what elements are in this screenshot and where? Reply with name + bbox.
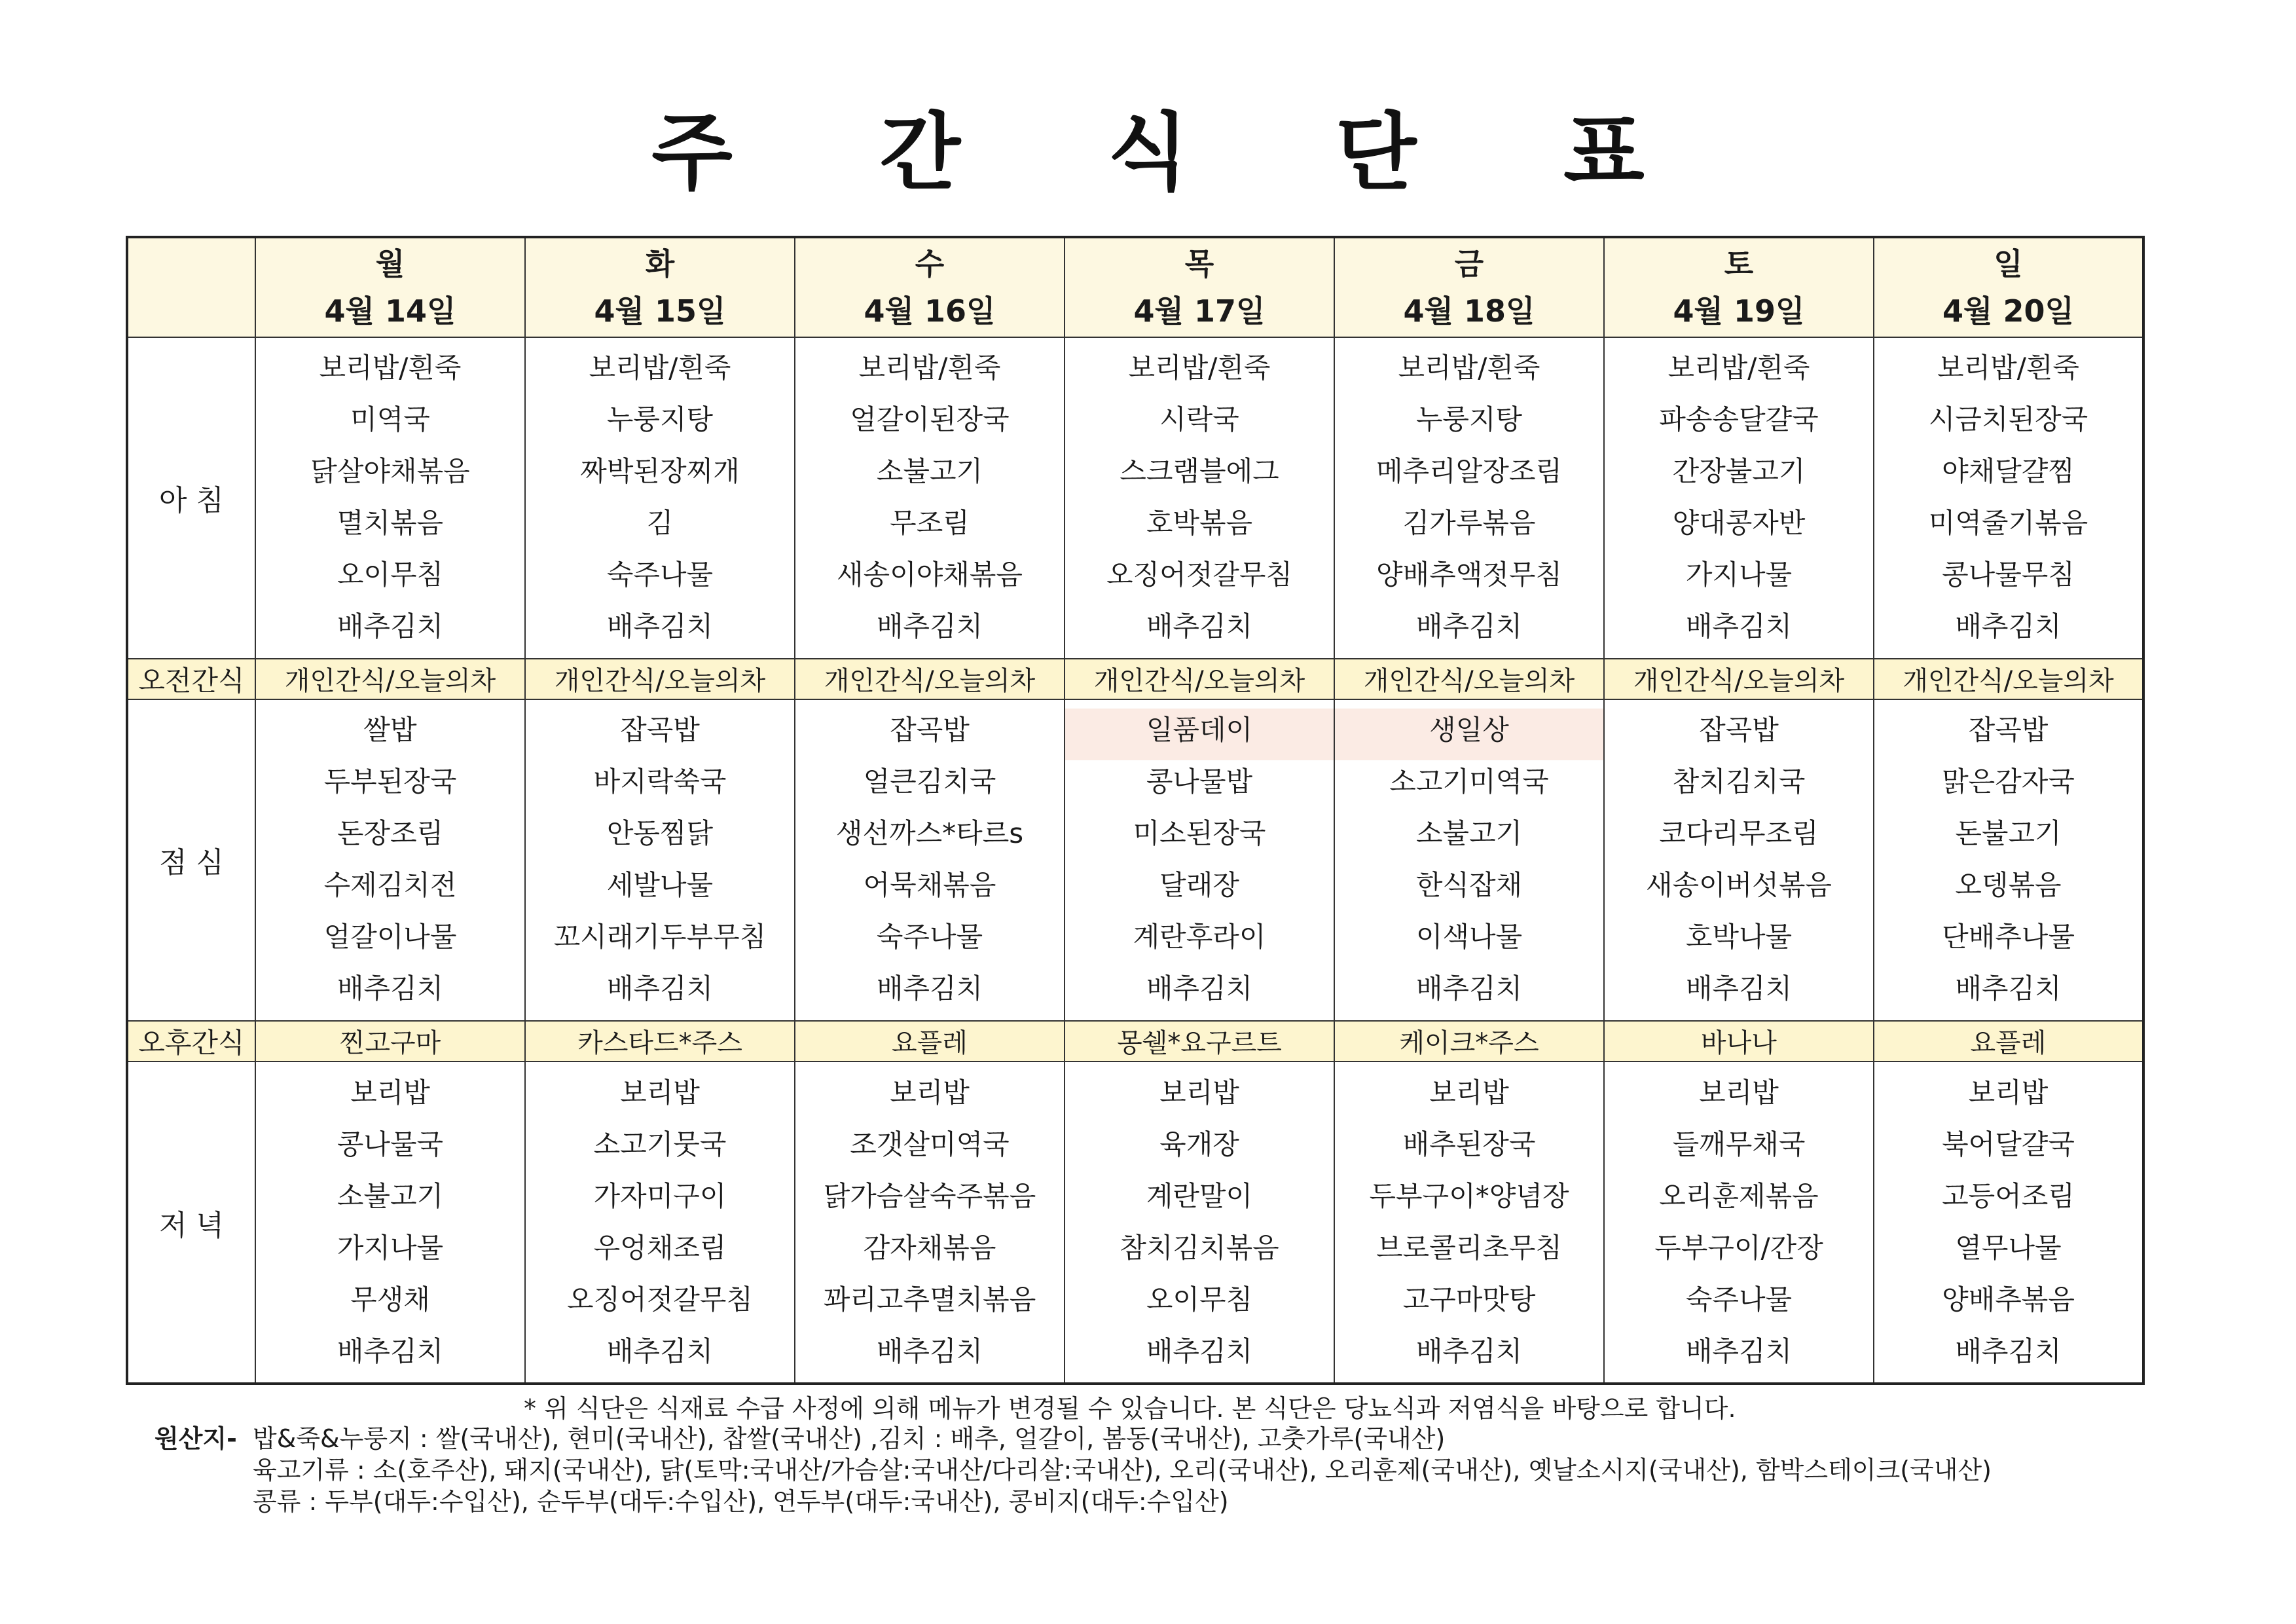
menu-item: 들깨무채국 (1672, 1128, 1806, 1160)
weekday: 화 (645, 246, 675, 282)
menu-item: 배추김치 (606, 1335, 714, 1367)
lunch-cell-6 (1874, 699, 2143, 1021)
menu-item: 얼큰김치국 (863, 766, 996, 798)
menu-item: 누룽지탕 (1415, 403, 1523, 436)
weekday: 토 (1724, 246, 1754, 282)
afternoon_snack-cell-5: 바나나 (1604, 1021, 1874, 1061)
weekday: 목 (1184, 246, 1214, 282)
menu-item: 숙주나물 (876, 921, 983, 953)
breakfast-cell-1 (525, 337, 795, 659)
menu-item: 꼬시래기두부무침 (553, 921, 767, 953)
menu-item: 달래장 (1159, 869, 1239, 902)
lunch-cell-4 (1334, 699, 1604, 1021)
menu-item: 배추김치 (1685, 610, 1793, 643)
menu-item: 보리밥/흰죽 (319, 352, 462, 384)
menu-item: 열무나물 (1955, 1231, 2062, 1264)
menu-item: 보리밥 (350, 1076, 430, 1109)
menu-item: 시락국 (1159, 403, 1239, 436)
menu-item: 잡곡밥 (1968, 714, 2049, 747)
morning-snack-row (127, 659, 2143, 699)
menu-item: 생일상 (1335, 709, 1603, 760)
breakfast-cell-6 (1874, 337, 2143, 659)
menu-item: 보리밥 (620, 1076, 700, 1109)
menu-item: 쌀밥 (363, 714, 417, 747)
dinner-cell-4 (1334, 1061, 1604, 1384)
menu-item: 잡곡밥 (890, 714, 970, 747)
menu-item: 새송이야채볶음 (836, 559, 1023, 591)
page-title: 주 간 식 단 표 (651, 104, 1704, 202)
menu-item: 배추김치 (1415, 610, 1523, 643)
menu-item: 배추김치 (1146, 972, 1253, 1005)
menu-item: 두부구이*양념장 (1369, 1179, 1569, 1212)
menu-item: 새송이버섯볶음 (1645, 869, 1832, 902)
menu-item: 한식잡채 (1415, 869, 1523, 902)
menu-item: 오이무침 (1146, 1283, 1253, 1316)
date: 4월 17일 (1133, 293, 1266, 329)
menu-item: 보리밥/흰죽 (1398, 352, 1540, 384)
menu-item: 우엉채조림 (593, 1231, 727, 1264)
menu-item: 배추김치 (1955, 1335, 2062, 1367)
lunch-cell-1 (525, 699, 795, 1021)
menu-item: 보리밥/흰죽 (589, 352, 731, 384)
morning_snack-cell-3: 개인간식/오늘의차 (1065, 659, 1334, 699)
menu-item: 숙주나물 (606, 559, 714, 591)
date: 4월 14일 (324, 293, 456, 329)
menu-item: 꽈리고추멸치볶음 (823, 1283, 1036, 1316)
menu-item: 소불고기 (876, 455, 983, 488)
dinner-cell-2 (795, 1061, 1065, 1384)
lunch-cell-3 (1065, 699, 1334, 1021)
day-header-2 (795, 237, 1065, 337)
afternoon_snack-cell-2: 요플레 (795, 1021, 1065, 1061)
lunch-label: 점 심 (127, 699, 255, 1021)
menu-item: 감자채볶음 (863, 1231, 996, 1264)
menu-item: 배추김치 (337, 972, 444, 1005)
menu-item: 잡곡밥 (620, 714, 700, 747)
afternoon_snack-cell-0: 찐고구마 (255, 1021, 525, 1061)
menu-item: 참치김치국 (1672, 766, 1806, 798)
menu-item: 배추김치 (1146, 610, 1253, 643)
lunch-cell-2 (795, 699, 1065, 1021)
weekly-menu-table (126, 236, 2145, 1385)
menu-item: 오뎅볶음 (1955, 869, 2062, 902)
weekday: 일 (1994, 246, 2023, 282)
origin-line-beans: 콩류 : 두부(대두:수입산), 순두부(대두:수입산), 연두부(대두:국내산), 콩비지(대두:수입산) (253, 1487, 1229, 1516)
morning_snack-cell-2: 개인간식/오늘의차 (795, 659, 1065, 699)
menu-item: 배추김치 (1955, 610, 2062, 643)
menu-item: 보리밥/흰죽 (1937, 352, 2079, 384)
menu-item: 돈불고기 (1955, 817, 2062, 850)
menu-item: 배추김치 (876, 972, 983, 1005)
menu-item: 미역줄기볶음 (1928, 507, 2088, 540)
breakfast-cell-0 (255, 337, 525, 659)
menu-item: 배추김치 (876, 610, 983, 643)
origin-line-meat: 육고기류 : 소(호주산), 돼지(국내산), 닭(토막:국내산/가슴살:국내산/다리살:국내산), 오리(국내산), 오리훈제(국내산), 옛날소시지(국내산), 함박스테이크(국내산) (253, 1456, 1992, 1485)
menu-item: 소고기뭇국 (593, 1128, 727, 1160)
menu-item: 가자미구이 (593, 1179, 727, 1212)
lunch-cell-5 (1604, 699, 1874, 1021)
menu-item: 세발나물 (606, 869, 714, 902)
lunch-cell-0 (255, 699, 525, 1021)
menu-change-note: * 위 식단은 식재료 수급 사정에 의해 메뉴가 변경될 수 있습니다. 본 식단은 당뇨식과 저염식을 바탕으로 합니다. (524, 1394, 1736, 1423)
menu-item: 메추리알장조림 (1376, 455, 1562, 488)
menu-item: 김가루볶음 (1402, 507, 1536, 540)
day-header-5 (1604, 237, 1874, 337)
menu-item: 멸치볶음 (337, 507, 444, 540)
menu-item: 북어달걀국 (1942, 1128, 2075, 1160)
weekday: 수 (915, 246, 945, 282)
menu-item: 고등어조림 (1942, 1179, 2075, 1212)
menu-item: 잡곡밥 (1699, 714, 1779, 747)
menu-item: 양대콩자반 (1672, 507, 1806, 540)
menu-item: 배추김치 (606, 610, 714, 643)
menu-item: 오징어젓갈무침 (566, 1283, 753, 1316)
day-header-6 (1874, 237, 2143, 337)
menu-item: 배추김치 (337, 1335, 444, 1367)
breakfast-cell-3 (1065, 337, 1334, 659)
menu-item: 간장불고기 (1672, 455, 1806, 488)
afternoon_snack-cell-6: 요플레 (1874, 1021, 2143, 1061)
morning-snack-label: 오전간식 (127, 659, 255, 699)
menu-item: 김 (646, 507, 674, 540)
menu-item: 조갯살미역국 (850, 1128, 1010, 1160)
date: 4월 16일 (864, 293, 996, 329)
breakfast-row (127, 337, 2143, 659)
menu-item: 보리밥 (890, 1076, 970, 1109)
menu-item: 미소된장국 (1133, 817, 1266, 850)
dinner-row (127, 1061, 2143, 1384)
dinner-cell-1 (525, 1061, 795, 1384)
weekday: 금 (1454, 246, 1484, 282)
afternoon_snack-cell-1: 카스타드*주스 (525, 1021, 795, 1061)
menu-item: 두부된장국 (323, 766, 457, 798)
header-row (127, 237, 2143, 337)
menu-item: 일품데이 (1065, 709, 1334, 760)
afternoon_snack-cell-4: 케이크*주스 (1334, 1021, 1604, 1061)
menu-item: 배추김치 (1415, 972, 1523, 1005)
date: 4월 18일 (1403, 293, 1535, 329)
menu-item: 얼갈이된장국 (850, 403, 1010, 436)
menu-item: 계란후라이 (1133, 921, 1266, 953)
menu-item: 두부구이/간장 (1654, 1231, 1823, 1264)
menu-item: 오리훈제볶음 (1659, 1179, 1819, 1212)
breakfast-cell-2 (795, 337, 1065, 659)
menu-item: 보리밥/흰죽 (858, 352, 1001, 384)
menu-item: 호박나물 (1685, 921, 1793, 953)
menu-item: 가지나물 (337, 1231, 444, 1264)
afternoon-snack-row (127, 1021, 2143, 1061)
corner-cell (127, 237, 255, 337)
menu-item: 콩나물밥 (1146, 766, 1253, 798)
dinner-cell-6 (1874, 1061, 2143, 1384)
menu-item: 오이무침 (337, 559, 444, 591)
menu-item: 돈장조림 (337, 817, 444, 850)
menu-item: 소고기미역국 (1389, 766, 1549, 798)
menu-item: 콩나물국 (337, 1128, 444, 1160)
menu-item: 파송송달걀국 (1659, 403, 1819, 436)
menu-item: 계란말이 (1146, 1179, 1253, 1212)
day-header-3 (1065, 237, 1334, 337)
menu-item: 배추김치 (1685, 1335, 1793, 1367)
morning_snack-cell-4: 개인간식/오늘의차 (1334, 659, 1604, 699)
origin-line-rice-kimchi: 밥&죽&누룽지 : 쌀(국내산), 현미(국내산), 찹쌀(국내산) ,김치 : 배추, 얼갈이, 봄동(국내산), 고춧가루(국내산) (253, 1424, 1446, 1453)
menu-item: 짜박된장찌개 (580, 455, 740, 488)
menu-item: 스크램블에그 (1120, 455, 1279, 488)
menu-item: 코다리무조림 (1659, 817, 1819, 850)
morning_snack-cell-1: 개인간식/오늘의차 (525, 659, 795, 699)
menu-item: 숙주나물 (1685, 1283, 1793, 1316)
menu-item: 야채달걀찜 (1942, 455, 2075, 488)
menu-item: 보리밥/흰죽 (1667, 352, 1810, 384)
menu-item: 브로콜리초무침 (1376, 1231, 1562, 1264)
dinner-cell-3 (1065, 1061, 1334, 1384)
menu-item: 미역국 (350, 403, 430, 436)
menu-item: 누룽지탕 (606, 403, 714, 436)
morning_snack-cell-5: 개인간식/오늘의차 (1604, 659, 1874, 699)
origin-label: 원산지- (155, 1424, 237, 1453)
menu-item: 배추김치 (876, 1335, 983, 1367)
lunch-row (127, 699, 2143, 1021)
menu-item: 무생채 (350, 1283, 430, 1316)
menu-item: 시금치된장국 (1928, 403, 2088, 436)
morning_snack-cell-6: 개인간식/오늘의차 (1874, 659, 2143, 699)
afternoon_snack-cell-3: 몽쉘*요구르트 (1065, 1021, 1334, 1061)
menu-item: 수제김치전 (323, 869, 457, 902)
menu-item: 보리밥 (1429, 1076, 1509, 1109)
menu-item: 얼갈이나물 (323, 921, 457, 953)
menu-item: 배추된장국 (1402, 1128, 1536, 1160)
menu-item: 맑은감자국 (1942, 766, 2075, 798)
menu-item: 배추김치 (1955, 972, 2062, 1005)
menu-item: 무조림 (890, 507, 970, 540)
menu-item: 오징어젓갈무침 (1106, 559, 1292, 591)
menu-item: 어묵채볶음 (863, 869, 996, 902)
menu-item: 배추김치 (1415, 1335, 1523, 1367)
menu-item: 양배추액젓무침 (1376, 559, 1562, 591)
morning_snack-cell-0: 개인간식/오늘의차 (255, 659, 525, 699)
menu-item: 보리밥 (1968, 1076, 2049, 1109)
menu-item: 이색나물 (1415, 921, 1523, 953)
menu-item: 닭가슴살숙주볶음 (823, 1179, 1036, 1212)
date: 4월 19일 (1673, 293, 1805, 329)
menu-item: 고구마맛탕 (1402, 1283, 1536, 1316)
dinner-label: 저 녁 (127, 1061, 255, 1384)
breakfast-cell-5 (1604, 337, 1874, 659)
weekday: 월 (375, 246, 405, 282)
day-header-1 (525, 237, 795, 337)
menu-item: 보리밥 (1159, 1076, 1239, 1109)
date: 4월 15일 (594, 293, 726, 329)
menu-item: 소불고기 (1415, 817, 1523, 850)
afternoon-snack-label: 오후간식 (127, 1021, 255, 1061)
menu-item: 배추김치 (606, 972, 714, 1005)
menu-item: 소불고기 (337, 1179, 444, 1212)
menu-item: 바지락쑥국 (593, 766, 727, 798)
menu-item: 보리밥/흰죽 (1128, 352, 1271, 384)
menu-item: 배추김치 (1685, 972, 1793, 1005)
dinner-cell-5 (1604, 1061, 1874, 1384)
dinner-cell-0 (255, 1061, 525, 1384)
breakfast-cell-4 (1334, 337, 1604, 659)
menu-item: 안동찜닭 (606, 817, 714, 850)
menu-item: 생선까스*타르s (835, 817, 1024, 850)
menu-item: 참치김치볶음 (1120, 1231, 1279, 1264)
menu-item: 배추김치 (1146, 1335, 1253, 1367)
menu-item: 닭살야채볶음 (310, 455, 470, 488)
menu-item: 보리밥 (1699, 1076, 1779, 1109)
menu-item: 가지나물 (1685, 559, 1793, 591)
menu-item: 양배추볶음 (1942, 1283, 2075, 1316)
menu-item: 단배추나물 (1942, 921, 2075, 953)
day-header-0 (255, 237, 525, 337)
menu-item: 배추김치 (337, 610, 444, 643)
menu-item: 콩나물무침 (1942, 559, 2075, 591)
day-header-4 (1334, 237, 1604, 337)
breakfast-label: 아 침 (127, 337, 255, 659)
date: 4월 20일 (1942, 293, 2074, 329)
menu-item: 호박볶음 (1146, 507, 1253, 540)
menu-item: 육개장 (1159, 1128, 1239, 1160)
